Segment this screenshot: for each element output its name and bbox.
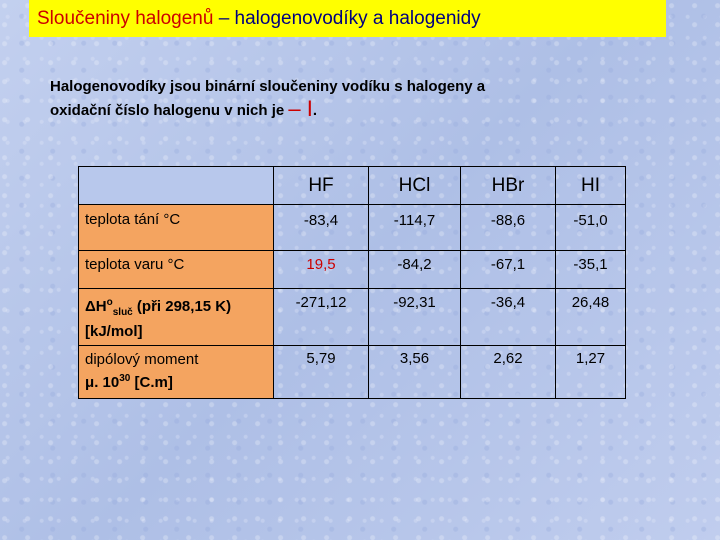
row-label-enthalpy xyxy=(79,289,274,346)
header-hi: HI xyxy=(556,167,626,205)
enthalpy-sub: sluč xyxy=(112,307,133,318)
table-cell: -83,4 xyxy=(274,205,369,251)
enthalpy-rest: (při 298,15 K) xyxy=(132,298,232,315)
table-cell: 2,62 xyxy=(461,346,556,399)
table-cell: 1,27 xyxy=(556,346,626,399)
row-label-melting: teplota tání °C xyxy=(79,205,274,251)
header-hf: HF xyxy=(274,167,369,205)
header-hcl: HCl xyxy=(369,167,461,205)
intro-text xyxy=(50,76,650,122)
table-corner xyxy=(79,167,274,205)
dipole-exp: 30 xyxy=(119,373,131,384)
table-cell: 19,5 xyxy=(274,251,369,289)
row-label-dipole xyxy=(79,346,274,399)
dipole-line1: dipólový moment xyxy=(85,351,199,368)
dipole-mid: . 10 xyxy=(94,374,120,391)
enthalpy-sup: o xyxy=(106,297,113,308)
table-row xyxy=(79,289,626,346)
table-cell: -36,4 xyxy=(461,289,556,346)
table-cell: -271,12 xyxy=(274,289,369,346)
table-row xyxy=(79,346,626,399)
table-cell: -92,31 xyxy=(369,289,461,346)
intro-end: . xyxy=(312,102,318,119)
table-cell: -84,2 xyxy=(369,251,461,289)
table-cell: -88,6 xyxy=(461,205,556,251)
table-cell: -67,1 xyxy=(461,251,556,289)
header-hbr: HBr xyxy=(461,167,556,205)
table-cell: 26,48 xyxy=(556,289,626,346)
title-red-part: Sloučeniny halogenů xyxy=(37,7,214,29)
halogen-table xyxy=(78,166,626,399)
row-label-boiling: teplota varu °C xyxy=(79,251,274,289)
table-cell: -35,1 xyxy=(556,251,626,289)
table-cell: 5,79 xyxy=(274,346,369,399)
table-header-row xyxy=(79,167,626,205)
table-row xyxy=(79,205,626,251)
table-cell: -51,0 xyxy=(556,205,626,251)
table-cell: -114,7 xyxy=(369,205,461,251)
intro-line1: Halogenovodíky jsou binární sloučeniny vodíku s halogeny a xyxy=(50,78,486,95)
table-row xyxy=(79,251,626,289)
title-blue-part: – halogenovodíky a halogenidy xyxy=(213,7,481,29)
dipole-mu: μ xyxy=(85,374,95,391)
enthalpy-unit: [kJ/mol] xyxy=(85,323,143,340)
slide-title xyxy=(29,0,666,37)
table-cell: 3,56 xyxy=(369,346,461,399)
intro-line2: oxidační číslo halogenu v nich je xyxy=(50,102,289,119)
oxidation-number: – I xyxy=(288,96,313,121)
enthalpy-symbol: ΔH xyxy=(85,298,107,315)
dipole-unit: [C.m] xyxy=(130,374,173,391)
